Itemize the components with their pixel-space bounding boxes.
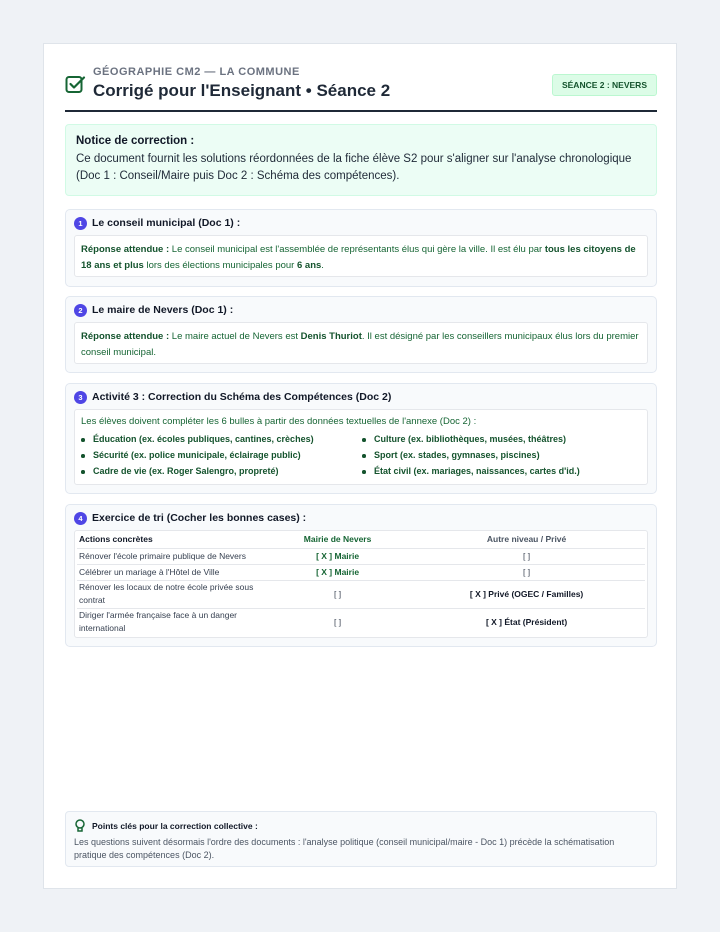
table-row [77,608,645,636]
action-cell: Diriger l'armée française face à un danger international [79,610,238,634]
answer-highlight: 6 ans [296,259,322,271]
answer-box [74,235,648,277]
page-title: Corrigé pour l'Enseignant • Séance 2 [93,81,391,100]
answer-label: Réponse attendue : [81,244,170,255]
list-item: Cadre de vie (ex. Roger Salengro, propreté) [81,466,279,476]
column-header: Autre niveau / Privé [408,531,645,548]
list-item: Culture (ex. bibliothèques, musées, théâtres) [362,434,566,444]
mairie-cell: [ X ] Mairie [267,564,408,580]
expected-answer [81,329,641,360]
mairie-cell: [ X ] Mairie [267,548,408,564]
answer-text: . Il est désigné par les conseillers municipaux élus lors du premier conseil municipal. [81,331,639,358]
section-number: 2 [74,304,87,317]
list-item: Sport (ex. stades, gymnases, piscines) [362,450,540,460]
key-points-title: Points clés pour la correction collective : [92,821,258,831]
section-conseil-municipal [65,209,657,287]
worksheet-page [43,43,677,889]
section-number: 1 [74,217,87,230]
other-cell: [ ] [408,564,645,580]
other-cell: [ X ] Privé (OGEC / Familles) [408,580,645,608]
answer-text: . [321,259,324,271]
list-item: État civil (ex. mariages, naissances, cartes d'id.) [362,466,580,476]
section-schema-competences [65,383,657,494]
section-title: Le maire de Nevers (Doc 1) : [92,304,234,316]
section-title: Le conseil municipal (Doc 1) : [92,217,241,229]
notice-body [76,151,646,185]
answer-label: Réponse attendue : [81,331,170,342]
key-points-box [65,811,657,867]
column-header: Actions concrètes [77,531,267,548]
correction-notice [65,124,657,196]
answer-text: lors des élections municipales pour [143,259,297,271]
action-cell: Célébrer un mariage à l'Hôtel de Ville [77,564,267,580]
key-points-body: Les questions suivent désormais l'ordre des documents : l'analyse politique (conseil municipal/maire - Doc 1) précède la schématisation pratique des compétences (Doc 2). [74,837,615,860]
action-cell: Rénover les locaux de notre école privée sous contrat [77,580,267,608]
checkbox-checked-icon [65,74,86,95]
list-item: Sécurité (ex. police municipale, éclairage public) [81,450,301,460]
notice-line-2: (Doc 1 : Conseil/Maire puis Doc 2 : Schéma des compétences). [76,170,400,182]
table-row [77,580,645,608]
answer-highlight: tous les citoyens de 18 ans et plus [81,244,636,271]
page-header [65,64,657,112]
mairie-cell: [ ] [334,617,342,628]
lightbulb-icon [74,819,86,833]
other-cell: [ ] [408,548,645,564]
section-maire [65,296,657,373]
table-header-row [77,531,645,548]
section-exercice-tri [65,504,657,647]
section-number: 4 [74,512,87,525]
sorting-table-box [74,530,648,638]
subject-eyebrow: GÉOGRAPHIE CM2 — LA COMMUNE [93,66,300,78]
competences-box [74,409,648,485]
section-number: 3 [74,391,87,404]
answer-highlight: Denis Thuriot [300,331,362,342]
section-title: Exercice de tri (Cocher les bonnes cases) : [92,512,307,524]
column-header: Mairie de Nevers [267,531,408,548]
answer-text: Le maire actuel de Nevers est [169,331,301,342]
list-item: Éducation (ex. écoles publiques, cantines, crèches) [81,434,314,444]
table-row [77,564,645,580]
session-badge: SÉANCE 2 : NEVERS [552,74,657,96]
section-title: Activité 3 : Correction du Schéma des Compétences (Doc 2) [92,391,392,403]
notice-line-1: Ce document fournit les solutions réordonnées de la fiche élève S2 pour s'aligner sur l'analyse chronologique [76,153,632,165]
answer-box [74,322,648,364]
action-cell: Rénover l'école primaire publique de Nevers [77,548,267,564]
activity-intro: Les élèves doivent compléter les 6 bulles à partir des données textuelles de l'annexe (Doc 2) : [81,416,477,427]
answer-text: Le conseil municipal est l'assemblée de représentants élus qui gère la ville. Il est élu par [169,244,545,255]
table-row [77,548,645,564]
notice-title: Notice de correction : [76,135,195,147]
other-cell: [ X ] État (Président) [485,617,568,628]
sorting-table [77,531,645,636]
mairie-cell: [ ] [267,580,408,608]
expected-answer [81,242,641,273]
